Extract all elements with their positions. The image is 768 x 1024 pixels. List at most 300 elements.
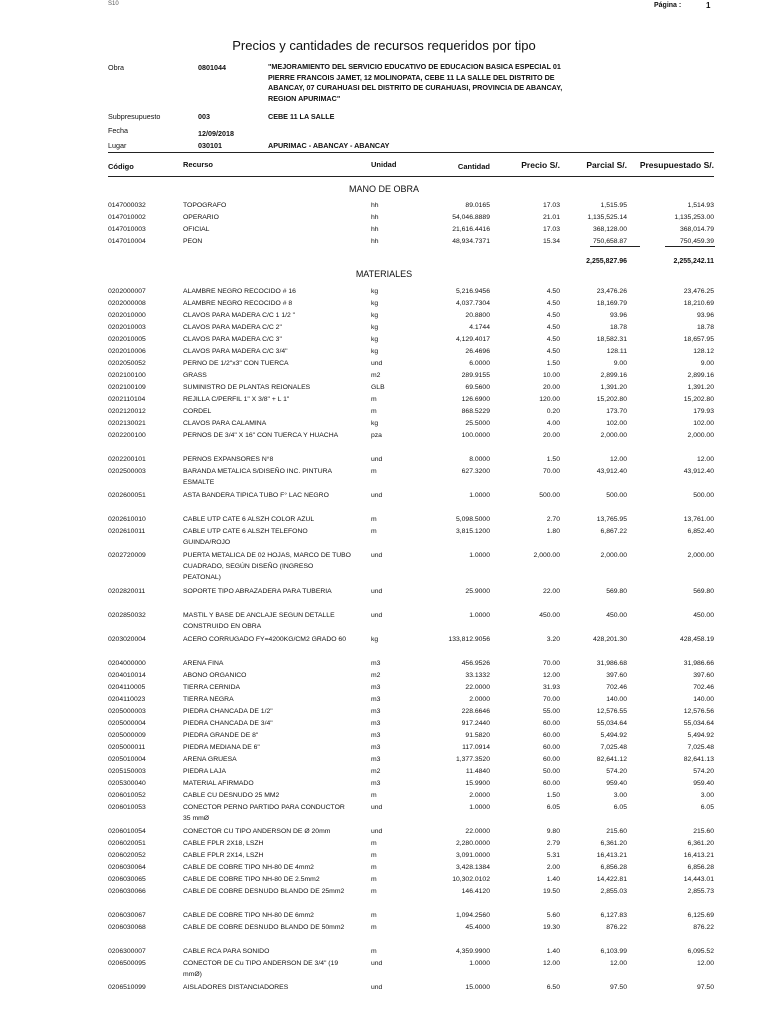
resource-quantity: 627.3200 bbox=[461, 468, 490, 475]
resource-parcial: 173.70 bbox=[606, 408, 627, 415]
resource-unit: hh bbox=[371, 202, 379, 209]
col-precio: Precio S/. bbox=[521, 160, 560, 170]
subpresupuesto-label: Subpresupuesto bbox=[108, 112, 161, 121]
resource-presupuestado: 97.50 bbox=[696, 984, 714, 991]
resource-unit: kg bbox=[371, 324, 379, 331]
resource-code: 0206510099 bbox=[108, 984, 146, 991]
resource-name: ALAMBRE NEGRO RECOCIDO # 8 bbox=[183, 300, 293, 307]
resource-name: CONECTOR DE Cu TIPO ANDERSON DE 3/4" (19 mmØ) bbox=[183, 960, 339, 978]
resource-parcial: 6,103.99 bbox=[600, 948, 627, 955]
resource-price: 55.00 bbox=[542, 708, 560, 715]
resource-code: 0202610011 bbox=[108, 528, 146, 535]
resource-unit: m bbox=[371, 852, 377, 859]
resource-price: 1.40 bbox=[546, 876, 560, 883]
obra-description: "MEJORAMIENTO DEL SERVICIO EDUCATIVO DE EDUCACION BASICA ESPECIAL 01 PIERRE FRANCOIS JAMET, 12 MOLINOPATA, CEBE 11 LA SALLE DEL DISTRITO DE ABANCAY, 07 CURAHUASI DEL DISTRITO DE CURAHUASI, PROVINCIA DE ABANCAY, REGION APURIMAC" bbox=[268, 62, 563, 103]
resource-price: 5.31 bbox=[546, 852, 560, 859]
resource-name: PIEDRA LAJA bbox=[183, 768, 227, 775]
resource-presupuestado: 2,000.00 bbox=[687, 432, 714, 439]
resource-quantity: 5,216.9456 bbox=[455, 288, 490, 295]
resource-presupuestado: 12,576.56 bbox=[683, 708, 714, 715]
resource-presupuestado: 12.00 bbox=[696, 960, 714, 967]
page-number: 1 bbox=[706, 1, 711, 10]
resource-parcial: 14,422.81 bbox=[596, 876, 627, 883]
resource-quantity: 45.4000 bbox=[465, 924, 490, 931]
resource-unit: m bbox=[371, 408, 377, 415]
resource-presupuestado: 7,025.48 bbox=[687, 744, 714, 751]
resource-code: 0202050052 bbox=[108, 360, 146, 367]
fecha-label: Fecha bbox=[108, 126, 128, 135]
resource-name: SOPORTE TIPO ABRAZADERA PARA TUBERIA bbox=[183, 588, 332, 595]
resource-price: 22.00 bbox=[542, 588, 560, 595]
resource-quantity: 117.0914 bbox=[462, 744, 490, 751]
obra-label: Obra bbox=[108, 63, 124, 72]
resource-quantity: 33.1332 bbox=[465, 672, 490, 679]
resource-code: 0202010006 bbox=[108, 348, 146, 355]
resource-unit: kg bbox=[371, 336, 379, 343]
resource-quantity: 69.5600 bbox=[465, 384, 490, 391]
resource-name: ACERO CORRUGADO FY=4200KG/CM2 GRADO 60 bbox=[183, 636, 346, 643]
resource-name: CABLE DE COBRE DESNUDO BLANDO DE 25mm2 bbox=[183, 888, 345, 895]
resource-name: PERNOS DE 3/4" X 16" CON TUERCA Y HUACHA bbox=[183, 432, 339, 439]
resource-quantity: 89.0165 bbox=[465, 202, 490, 209]
resource-presupuestado: 750,459.39 bbox=[679, 238, 714, 245]
resource-code: 0202820011 bbox=[108, 588, 146, 595]
resource-quantity: 2,280.0000 bbox=[455, 840, 490, 847]
col-recurso: Recurso bbox=[183, 160, 214, 169]
resource-parcial: 6,867.22 bbox=[600, 528, 627, 535]
resource-quantity: 868.5229 bbox=[461, 408, 490, 415]
resource-price: 21.01 bbox=[542, 214, 560, 221]
resource-parcial: 368,128.00 bbox=[592, 226, 627, 233]
lugar-name: APURIMAC - ABANCAY - ABANCAY bbox=[268, 141, 390, 150]
resource-presupuestado: 93.96 bbox=[696, 312, 714, 319]
resource-parcial: 2,899.16 bbox=[600, 372, 627, 379]
resource-name: PERNOS EXPANSORES N°8 bbox=[183, 456, 274, 463]
resource-price: 60.00 bbox=[542, 780, 560, 787]
resource-code: 0202610010 bbox=[108, 516, 146, 523]
resource-price: 60.00 bbox=[542, 756, 560, 763]
resource-quantity: 91.5820 bbox=[465, 732, 490, 739]
resource-quantity: 1.0000 bbox=[469, 492, 490, 499]
lugar-label: Lugar bbox=[108, 141, 127, 150]
resource-unit: GLB bbox=[371, 384, 385, 391]
resource-parcial: 82,641.12 bbox=[596, 756, 627, 763]
resource-name: PERNO DE 1/2"x3" CON TUERCA bbox=[183, 360, 289, 367]
resource-code: 0202120012 bbox=[108, 408, 146, 415]
resource-unit: m3 bbox=[371, 732, 381, 739]
resource-price: 2.00 bbox=[546, 864, 560, 871]
resource-parcial: 574.20 bbox=[606, 768, 627, 775]
resource-parcial: 450.00 bbox=[606, 612, 627, 619]
resource-price: 70.00 bbox=[542, 468, 560, 475]
resource-quantity: 917.2440 bbox=[461, 720, 490, 727]
resource-name: CABLE DE COBRE DESNUDO BLANDO DE 50mm2 bbox=[183, 924, 345, 931]
resource-price: 4.50 bbox=[546, 324, 560, 331]
resource-presupuestado: 6,856.28 bbox=[687, 864, 714, 871]
resource-parcial: 702.46 bbox=[606, 684, 627, 691]
resource-parcial: 31,986.68 bbox=[596, 660, 627, 667]
resource-code: 0204110023 bbox=[108, 696, 146, 703]
resource-parcial: 6,361.20 bbox=[600, 840, 627, 847]
resource-code: 0206030064 bbox=[108, 864, 146, 871]
resource-parcial: 43,912.40 bbox=[596, 468, 627, 475]
col-codigo: Código bbox=[108, 162, 134, 171]
resource-unit: hh bbox=[371, 226, 379, 233]
resource-parcial: 1,515.95 bbox=[600, 202, 627, 209]
resource-unit: m bbox=[371, 396, 377, 403]
resource-unit: m bbox=[371, 792, 377, 799]
resource-code: 0204000000 bbox=[108, 660, 146, 667]
resource-price: 20.00 bbox=[542, 384, 560, 391]
resource-quantity: 2.0000 bbox=[469, 696, 490, 703]
resource-unit: und bbox=[371, 492, 383, 499]
resource-presupuestado: 179.93 bbox=[693, 408, 714, 415]
resource-unit: m bbox=[371, 924, 377, 931]
resource-unit: m bbox=[371, 888, 377, 895]
resource-code: 0205300040 bbox=[108, 780, 146, 787]
header-rule-top bbox=[108, 152, 714, 153]
resource-code: 0204010014 bbox=[108, 672, 146, 679]
resource-parcial: 500.00 bbox=[606, 492, 627, 499]
resource-parcial: 569.80 bbox=[606, 588, 627, 595]
resource-code: 0202110104 bbox=[108, 396, 146, 403]
resource-presupuestado: 450.00 bbox=[693, 612, 714, 619]
resource-name: CABLE CU DESNUDO 25 MM2 bbox=[183, 792, 280, 799]
resource-name: CLAVOS PARA MADERA C/C 1 1/2 " bbox=[183, 312, 296, 319]
col-parcial: Parcial S/. bbox=[586, 160, 627, 170]
resource-price: 17.03 bbox=[542, 226, 560, 233]
resource-price: 4.50 bbox=[546, 312, 560, 319]
resource-name: CABLE DE COBRE TIPO NH-80 DE 2.5mm2 bbox=[183, 876, 320, 883]
resource-unit: m bbox=[371, 912, 377, 919]
resource-price: 1.80 bbox=[546, 528, 560, 535]
resource-presupuestado: 6,852.40 bbox=[687, 528, 714, 535]
resource-quantity: 456.9526 bbox=[461, 660, 490, 667]
resource-presupuestado: 5,494.92 bbox=[687, 732, 714, 739]
resource-unit: kg bbox=[371, 420, 379, 427]
resource-price: 9.80 bbox=[546, 828, 560, 835]
resource-code: 0206010053 bbox=[108, 804, 146, 811]
resource-parcial: 6,856.28 bbox=[600, 864, 627, 871]
resource-price: 4.50 bbox=[546, 288, 560, 295]
resource-unit: kg bbox=[371, 636, 379, 643]
resource-price: 12.00 bbox=[542, 960, 560, 967]
resource-name: PUERTA METALICA DE 02 HOJAS, MARCO DE TUBO CUADRADO, SEGÚN DISEÑO (INGRESO PEATONAL) bbox=[183, 552, 351, 581]
resource-unit: hh bbox=[371, 214, 379, 221]
resource-parcial: 2,000.00 bbox=[600, 552, 627, 559]
resource-parcial: 13,765.95 bbox=[596, 516, 627, 523]
resource-unit: m bbox=[371, 948, 377, 955]
resource-price: 31.93 bbox=[542, 684, 560, 691]
resource-code: 0202000007 bbox=[108, 288, 146, 295]
resource-price: 20.00 bbox=[542, 432, 560, 439]
resource-unit: und bbox=[371, 612, 383, 619]
resource-unit: m3 bbox=[371, 660, 381, 667]
resource-unit: m2 bbox=[371, 768, 381, 775]
resource-unit: m3 bbox=[371, 708, 381, 715]
resource-unit: kg bbox=[371, 312, 379, 319]
resource-name: GRASS bbox=[183, 372, 207, 379]
resource-quantity: 3,428.1384 bbox=[455, 864, 490, 871]
resource-parcial: 215.60 bbox=[606, 828, 627, 835]
resource-code: 0202000008 bbox=[108, 300, 146, 307]
resource-code: 0206030067 bbox=[108, 912, 146, 919]
resource-name: MATERIAL AFIRMADO bbox=[183, 780, 254, 787]
resource-name: ARENA GRUESA bbox=[183, 756, 237, 763]
resource-code: 0202100109 bbox=[108, 384, 146, 391]
resource-price: 19.30 bbox=[542, 924, 560, 931]
resource-price: 2,000.00 bbox=[533, 552, 560, 559]
fecha-value: 12/09/2018 bbox=[198, 129, 234, 138]
resource-parcial: 959.40 bbox=[606, 780, 627, 787]
resource-name: CABLE RCA PARA SONIDO bbox=[183, 948, 270, 955]
resource-name: CABLE DE COBRE TIPO NH-80 DE 6mm2 bbox=[183, 912, 314, 919]
resource-code: 0202100100 bbox=[108, 372, 146, 379]
resource-parcial: 397.60 bbox=[606, 672, 627, 679]
resource-unit: und bbox=[371, 360, 383, 367]
resource-quantity: 21,616.4416 bbox=[452, 226, 490, 233]
resource-presupuestado: 23,476.25 bbox=[683, 288, 714, 295]
resource-unit: hh bbox=[371, 238, 379, 245]
resource-parcial: 15,202.80 bbox=[596, 396, 627, 403]
resource-quantity: 1.0000 bbox=[469, 960, 490, 967]
resource-parcial: 55,034.64 bbox=[596, 720, 627, 727]
report-code: S10 bbox=[108, 1, 119, 7]
resource-price: 450.00 bbox=[539, 612, 560, 619]
resource-price: 15.34 bbox=[542, 238, 560, 245]
resource-price: 70.00 bbox=[542, 696, 560, 703]
section-mano-de-obra: MANO DE OBRA bbox=[348, 184, 419, 194]
resource-name: CONECTOR PERNO PARTIDO PARA CONDUCTOR 35 mmØ bbox=[183, 804, 345, 822]
mano-de-obra-total-presupuestado: 2,255,242.11 bbox=[673, 258, 714, 265]
resource-price: 1.50 bbox=[546, 360, 560, 367]
resource-unit: m2 bbox=[371, 672, 381, 679]
subpresupuesto-code: 003 bbox=[198, 112, 210, 121]
report-title: Precios y cantidades de recursos requeridos por tipo bbox=[232, 38, 536, 53]
resource-price: 6.05 bbox=[546, 804, 560, 811]
resource-code: 0206010052 bbox=[108, 792, 146, 799]
resource-unit: m2 bbox=[371, 372, 381, 379]
resource-parcial: 18,582.31 bbox=[596, 336, 627, 343]
resource-quantity: 25.5000 bbox=[465, 420, 490, 427]
resource-parcial: 6,127.83 bbox=[600, 912, 627, 919]
resource-parcial: 23,476.26 bbox=[596, 288, 627, 295]
resource-parcial: 5,494.92 bbox=[600, 732, 627, 739]
resource-quantity: 8.0000 bbox=[469, 456, 490, 463]
resource-presupuestado: 2,899.16 bbox=[687, 372, 714, 379]
resource-code: 0202500003 bbox=[108, 468, 146, 475]
resource-quantity: 4.1744 bbox=[469, 324, 490, 331]
resource-price: 4.50 bbox=[546, 348, 560, 355]
resource-unit: kg bbox=[371, 348, 379, 355]
resource-presupuestado: 2,000.00 bbox=[687, 552, 714, 559]
resource-code: 0205000011 bbox=[108, 744, 146, 751]
resource-quantity: 1,377.3520 bbox=[455, 756, 490, 763]
resource-quantity: 1.0000 bbox=[469, 612, 490, 619]
resource-parcial: 97.50 bbox=[609, 984, 627, 991]
resource-quantity: 26.4696 bbox=[465, 348, 490, 355]
resource-quantity: 1.0000 bbox=[469, 804, 490, 811]
resource-name: TOPOGRAFO bbox=[183, 202, 227, 209]
resource-price: 2.79 bbox=[546, 840, 560, 847]
resource-quantity: 3,815.1200 bbox=[455, 528, 490, 535]
resource-parcial: 2,000.00 bbox=[600, 432, 627, 439]
resource-unit: m bbox=[371, 840, 377, 847]
resource-parcial: 428,201.30 bbox=[592, 636, 627, 643]
resource-parcial: 2,855.03 bbox=[600, 888, 627, 895]
subpresupuesto-name: CEBE 11 LA SALLE bbox=[268, 112, 335, 121]
resource-code: 0202010005 bbox=[108, 336, 146, 343]
resource-price: 60.00 bbox=[542, 732, 560, 739]
resource-presupuestado: 14,443.01 bbox=[683, 876, 714, 883]
resource-name: BARANDA METALICA S/DISEÑO INC. PINTURA ESMALTE bbox=[183, 468, 332, 486]
resource-parcial: 1,135,525.14 bbox=[587, 214, 627, 221]
resource-price: 5.60 bbox=[546, 912, 560, 919]
resource-price: 50.00 bbox=[542, 768, 560, 775]
resource-presupuestado: 368,014.79 bbox=[679, 226, 714, 233]
resource-name: AISLADORES DISTANCIADORES bbox=[183, 984, 289, 991]
resource-presupuestado: 102.00 bbox=[693, 420, 714, 427]
resource-parcial: 7,025.48 bbox=[600, 744, 627, 751]
resource-code: 0202130021 bbox=[108, 420, 146, 427]
resource-parcial: 93.96 bbox=[609, 312, 627, 319]
resource-quantity: 11.4840 bbox=[465, 768, 490, 775]
resource-quantity: 48,934.7371 bbox=[452, 238, 490, 245]
resource-name: PIEDRA CHANCADA DE 3/4" bbox=[183, 720, 273, 727]
resource-presupuestado: 15,202.80 bbox=[683, 396, 714, 403]
resource-presupuestado: 82,641.13 bbox=[683, 756, 714, 763]
resource-unit: und bbox=[371, 804, 383, 811]
resource-name: TIERRA CERNIDA bbox=[183, 684, 241, 691]
page-label: Página : bbox=[654, 2, 682, 9]
resource-quantity: 1,094.2560 bbox=[455, 912, 490, 919]
resource-presupuestado: 569.80 bbox=[693, 588, 714, 595]
resource-presupuestado: 1,514.93 bbox=[687, 202, 714, 209]
resource-price: 120.00 bbox=[539, 396, 560, 403]
resource-name: PIEDRA MEDIANA DE 6" bbox=[183, 744, 260, 751]
section-materiales: MATERIALES bbox=[355, 269, 413, 279]
resource-price: 12.00 bbox=[542, 672, 560, 679]
resource-name: PEON bbox=[183, 238, 203, 245]
resource-unit: und bbox=[371, 552, 383, 559]
resource-code: 0206010054 bbox=[108, 828, 146, 835]
resource-presupuestado: 2,855.73 bbox=[687, 888, 714, 895]
resource-name: OFICIAL bbox=[183, 226, 210, 233]
resource-name: ARENA FINA bbox=[183, 660, 224, 667]
resource-price: 1.50 bbox=[546, 456, 560, 463]
resource-presupuestado: 18,657.95 bbox=[683, 336, 714, 343]
resource-parcial: 3.00 bbox=[613, 792, 627, 799]
resource-name: CLAVOS PARA MADERA C/C 3" bbox=[183, 336, 282, 343]
resource-presupuestado: 6.05 bbox=[700, 804, 714, 811]
resource-name: OPERARIO bbox=[183, 214, 219, 221]
resource-price: 0.20 bbox=[546, 408, 560, 415]
resource-quantity: 10,302.0102 bbox=[452, 876, 490, 883]
resource-quantity: 5,098.5000 bbox=[455, 516, 490, 523]
resource-price: 1.50 bbox=[546, 792, 560, 799]
resource-presupuestado: 876.22 bbox=[693, 924, 714, 931]
resource-code: 0206020052 bbox=[108, 852, 146, 859]
resource-unit: m bbox=[371, 528, 377, 535]
resource-name: CORDEL bbox=[183, 408, 212, 415]
resource-code: 0202200101 bbox=[108, 456, 146, 463]
resource-price: 4.00 bbox=[546, 420, 560, 427]
header-rule-bottom bbox=[108, 176, 714, 177]
resource-presupuestado: 55,034.64 bbox=[683, 720, 714, 727]
resource-price: 6.50 bbox=[546, 984, 560, 991]
parcial-underline bbox=[590, 246, 640, 247]
resource-quantity: 6.0000 bbox=[469, 360, 490, 367]
resource-presupuestado: 397.60 bbox=[693, 672, 714, 679]
resource-presupuestado: 18,210.69 bbox=[683, 300, 714, 307]
resource-price: 70.00 bbox=[542, 660, 560, 667]
resource-name: SUMINISTRO DE PLANTAS REIONALES bbox=[183, 384, 311, 391]
resource-unit: m bbox=[371, 468, 377, 475]
resource-parcial: 876.22 bbox=[606, 924, 627, 931]
obra-code: 0801044 bbox=[198, 63, 226, 72]
resource-parcial: 6.05 bbox=[613, 804, 627, 811]
resource-price: 17.03 bbox=[542, 202, 560, 209]
resource-unit: und bbox=[371, 456, 383, 463]
resource-price: 19.50 bbox=[542, 888, 560, 895]
resource-parcial: 750,658.87 bbox=[592, 238, 627, 245]
resource-name: ALAMBRE NEGRO RECOCIDO # 16 bbox=[183, 288, 296, 295]
resource-unit: m3 bbox=[371, 684, 381, 691]
resource-parcial: 102.00 bbox=[606, 420, 627, 427]
resource-quantity: 1.0000 bbox=[469, 552, 490, 559]
resource-unit: m3 bbox=[371, 696, 381, 703]
resource-price: 4.50 bbox=[546, 336, 560, 343]
resource-presupuestado: 6,125.69 bbox=[687, 912, 714, 919]
resource-presupuestado: 31,986.66 bbox=[683, 660, 714, 667]
resource-unit: m3 bbox=[371, 720, 381, 727]
resource-presupuestado: 215.60 bbox=[693, 828, 714, 835]
resource-presupuestado: 702.46 bbox=[693, 684, 714, 691]
resource-parcial: 18,169.79 bbox=[596, 300, 627, 307]
resource-price: 3.20 bbox=[546, 636, 560, 643]
resource-code: 0147010003 bbox=[108, 226, 146, 233]
resource-quantity: 25.9000 bbox=[465, 588, 490, 595]
resource-code: 0205150003 bbox=[108, 768, 146, 775]
resource-quantity: 3,091.0000 bbox=[455, 852, 490, 859]
resource-code: 0203020004 bbox=[108, 636, 146, 643]
resource-name: MASTIL Y BASE DE ANCLAJE SEGUN DETALLE CONSTRUIDO EN OBRA bbox=[183, 612, 335, 630]
resource-presupuestado: 13,761.00 bbox=[683, 516, 714, 523]
resource-presupuestado: 43,912.40 bbox=[683, 468, 714, 475]
resource-price: 500.00 bbox=[539, 492, 560, 499]
resource-quantity: 20.8800 bbox=[465, 312, 490, 319]
col-presupuestado: Presupuestado S/. bbox=[639, 160, 714, 170]
resource-price: 4.50 bbox=[546, 300, 560, 307]
resource-unit: und bbox=[371, 828, 383, 835]
presup-underline bbox=[665, 246, 715, 247]
resource-code: 0206300007 bbox=[108, 948, 146, 955]
resource-code: 0205000009 bbox=[108, 732, 146, 739]
resource-code: 0202720009 bbox=[108, 552, 146, 559]
resource-quantity: 289.9155 bbox=[461, 372, 490, 379]
resource-presupuestado: 16,413.21 bbox=[683, 852, 714, 859]
resource-quantity: 22.0000 bbox=[465, 684, 490, 691]
col-unidad: Unidad bbox=[371, 160, 397, 169]
resource-code: 0202850032 bbox=[108, 612, 146, 619]
resource-quantity: 4,359.9900 bbox=[455, 948, 490, 955]
resource-code: 0206030068 bbox=[108, 924, 146, 931]
resource-quantity: 100.0000 bbox=[461, 432, 490, 439]
resource-presupuestado: 9.00 bbox=[700, 360, 714, 367]
resource-name: CLAVOS PARA CALAMINA bbox=[183, 420, 267, 427]
resource-name: CABLE UTP CATE 6 ALSZH TELEFONO GUINDA/ROJO bbox=[183, 528, 308, 546]
resource-name: PIEDRA GRANDE DE 8" bbox=[183, 732, 259, 739]
